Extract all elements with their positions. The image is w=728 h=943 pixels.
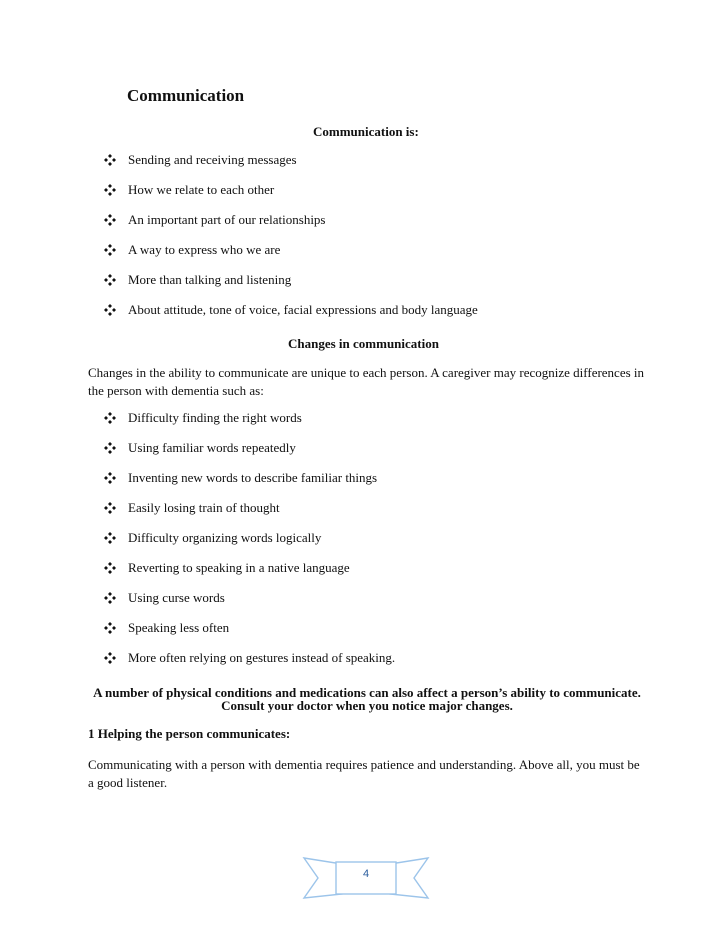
four-diamond-bullet-icon [104,622,116,634]
list-item-text: An important part of our relationships [128,212,326,227]
list-item [104,439,395,469]
list-item-text: A way to express who we are [128,242,281,257]
notice-line-1: A number of physical conditions and medications can also affect a person’s ability to communicate. [93,685,641,700]
section-heading-helping: 1 Helping the person communicates: [88,726,291,741]
page-number: 4 [362,868,370,880]
list-item-text: Using curse words [128,590,225,605]
list-item [104,649,395,679]
section-heading-communication-is: Communication is: [313,124,419,139]
list-item-text: Difficulty finding the right words [128,410,302,425]
section-heading-changes: Changes in communication [288,336,439,351]
list-item-text: More often relying on gestures instead of speaking. [128,650,396,665]
list-item [104,619,395,649]
list-item [104,151,478,181]
four-diamond-bullet-icon [104,592,116,604]
list-item-text: Difficulty organizing words logically [128,530,322,545]
list-item [104,559,395,589]
four-diamond-bullet-icon [104,274,116,286]
four-diamond-bullet-icon [104,214,116,226]
helping-paragraph: Communicating with a person with dementia requires patience and understanding. Above all, you must be a good listener. [88,757,640,790]
list-item [104,211,478,241]
list-item-text: Using familiar words repeatedly [128,440,296,455]
four-diamond-bullet-icon [104,562,116,574]
four-diamond-bullet-icon [104,472,116,484]
list-item [104,301,478,331]
list-item [104,181,478,211]
list-item-text: More than talking and listening [128,272,292,287]
communication-list [104,151,478,331]
list-item [104,529,395,559]
four-diamond-bullet-icon [104,154,116,166]
four-diamond-bullet-icon [104,244,116,256]
four-diamond-bullet-icon [104,304,116,316]
four-diamond-bullet-icon [104,532,116,544]
list-item-text: Easily losing train of thought [128,500,280,515]
four-diamond-bullet-icon [104,412,116,424]
list-item-text: How we relate to each other [128,182,275,197]
list-item-text: Speaking less often [128,620,230,635]
list-item [104,241,478,271]
list-item [104,409,395,439]
four-diamond-bullet-icon [104,652,116,664]
list-item-text: About attitude, tone of voice, facial expressions and body language [128,302,478,317]
list-item [104,271,478,301]
four-diamond-bullet-icon [104,184,116,196]
list-item [104,499,395,529]
list-item [104,589,395,619]
list-item-text: Reverting to speaking in a native language [128,560,350,575]
changes-list [104,409,395,679]
list-item-text: Sending and receiving messages [128,152,297,167]
page-title: Communication [127,86,245,105]
list-item [104,469,395,499]
notice-line-2: Consult your doctor when you notice major changes. [221,698,513,713]
list-item-text: Inventing new words to describe familiar things [128,470,378,485]
four-diamond-bullet-icon [104,502,116,514]
four-diamond-bullet-icon [104,442,116,454]
changes-intro-paragraph: Changes in the ability to communicate are unique to each person. A caregiver may recognize differences in the person with dementia such as: [88,365,645,398]
